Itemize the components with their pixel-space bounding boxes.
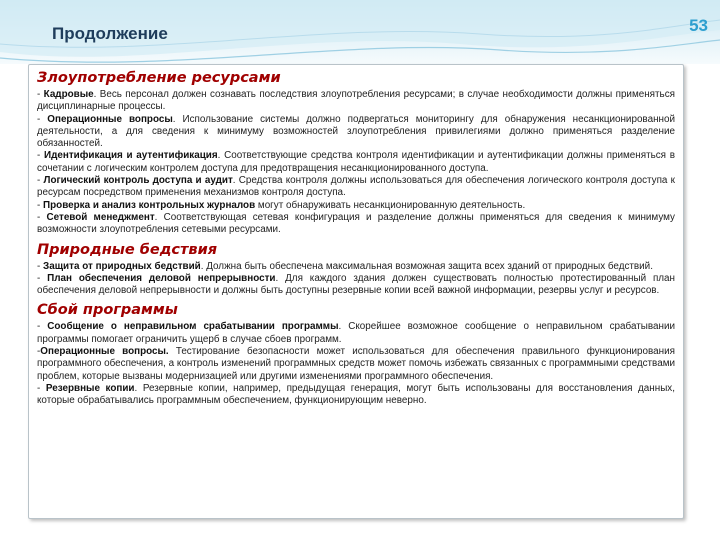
paragraph-operational-issues: - Операционные вопросы. Использование системы должно подвергаться мониторингу для обнаружения несанкционированной деятельности, а для сведения к минимуму возможностей злоупотребления привилегиями должно применяться разделение обязанностей. <box>37 113 675 150</box>
paragraph-disaster-protection: - Защита от природных бедствий. Должна быть обеспечена максимальная возможная защита всех зданий от природных бедствий. <box>37 260 653 272</box>
paragraph-continuity-plan: - План обеспечения деловой непрерывности. Для каждого здания должен существовать полностью протестированный план обеспечения деловой непрерывности и должны быть доступны резервные копии всей важной информации, резервы услуг и ресурсов. <box>37 272 675 297</box>
page-title: Продолжение <box>52 24 168 43</box>
section-title-resource-abuse: Злоупотребление ресурсами <box>37 70 281 86</box>
content-box <box>28 64 684 519</box>
paragraph-backups: - Резервные копии. Резервные копии, например, предыдущая генерация, могут быть использованы для восстановления данных, которые обрабатывались программным обеспечением, функционирующим неверно. <box>37 382 675 407</box>
paragraph-logical-access: - Логический контроль доступа и аудит. Средства контроля должны использоваться для обеспечения логического контроля доступа к ресурсам посредством применения механизмов контроля доступа. <box>37 175 675 199</box>
paragraph-operational-testing: -Операционные вопросы. Тестирование безопасности может использоваться для обеспечения правильного функционирования программного обеспечения, а контроль изменений программных средств может помочь избежать связанных с программными средствами проблем, которые вызваны модернизацией или другими изменениями программного обеспечения. <box>37 346 675 382</box>
paragraph-failure-reporting: - Сообщение о неправильном срабатывании программы. Скорейшее возможное сообщение о неправильном срабатывании программы помогает ограничить ущерб в случае сбоев программ. <box>37 321 675 345</box>
slide-number: 53 <box>689 16 708 35</box>
section-title-natural-disasters: Природные бедствия <box>37 241 218 258</box>
paragraph-audit-logs: - Проверка и анализ контрольных журналов могут обнаруживать несанкционированную деятельность. <box>37 199 526 211</box>
paragraph-identification: - Идентификация и аутентификация. Соответствующие средства контроля идентификации и аутентификации должны применяться в сочетании с логическим контролем доступа для предотвращения несанкционированного доступа. <box>37 150 675 174</box>
paragraph-personnel: - Кадровые. Весь персонал должен сознавать последствия злоупотребления ресурсами; в случае необходимости должны применяться дисциплинарные процессы. <box>37 89 675 113</box>
paragraph-network-management: - Сетевой менеджмент. Соответствующая сетевая конфигурация и разделение должны применяться для сведения к минимуму возможности злоупотребления сетевыми ресурсами. <box>37 211 675 236</box>
section-title-program-failure: Сбой программы <box>37 302 178 319</box>
